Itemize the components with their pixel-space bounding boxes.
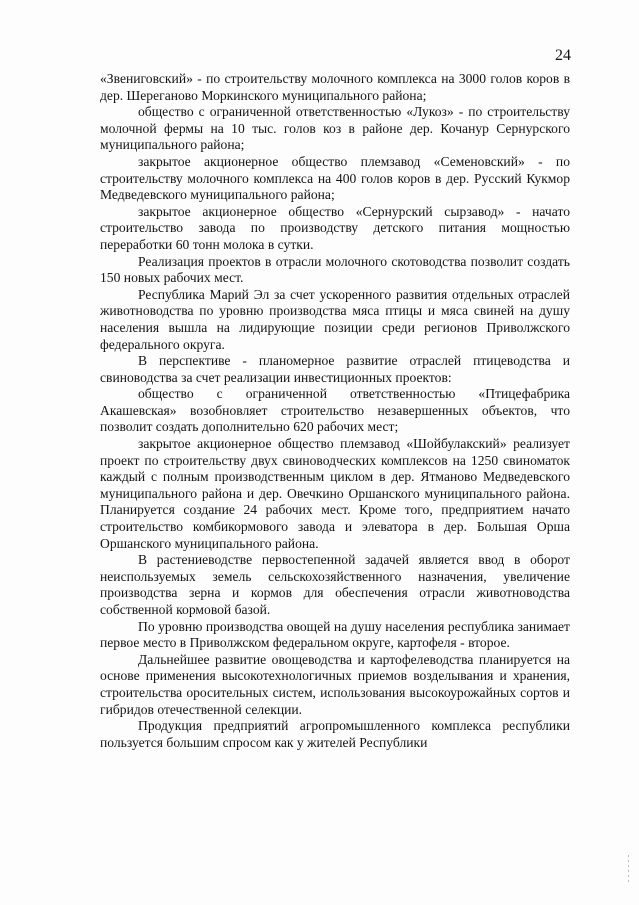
paragraph: общество с ограниченной ответственностью «Птицефабрика Акашевская» возобновляет строительство незавершенных объектов, что позволит создать дополнительно 620 рабочих мест; bbox=[100, 386, 570, 435]
scan-margin-mark bbox=[628, 855, 629, 885]
paragraph: общество с ограниченной ответственностью «Лукоз» - по строительству молочной фермы на 10 тыс. голов коз в районе дер. Кочанур Сернурского муниципального района; bbox=[100, 104, 570, 153]
page-number: 24 bbox=[555, 47, 571, 64]
paragraph: Реализация проектов в отрасли молочного скотоводства позволит создать 150 новых рабочих мест. bbox=[100, 253, 570, 286]
paragraph: По уровню производства овощей на душу населения республика занимает первое место в Приволжском федеральном округе, картофеля - второе. bbox=[100, 618, 570, 651]
body-text bbox=[100, 71, 570, 751]
paragraph: закрытое акционерное общество «Сернурский сырзавод» - начато строительство завода по производству детского питания мощностью переработки 60 тонн молока в сутки. bbox=[100, 203, 570, 252]
paragraph: В перспективе - планомерное развитие отраслей птицеводства и свиноводства за счет реализации инвестиционных проектов: bbox=[100, 353, 570, 385]
paragraph: закрытое акционерное общество племзавод «Семеновский» - по строительству молочного комплекса на 400 голов коров в дер. Русский Кукмор Медведевского муниципального района; bbox=[100, 153, 570, 203]
paragraph: Республика Марий Эл за счет ускоренного развития отдельных отраслей животноводства по уровню производства мяса птицы и мяса свиней на душу населения вышла на лидирующие позиции среди регионов Приволжского федерального округа. bbox=[100, 286, 570, 352]
paragraph: закрытое акционерное общество племзавод «Шойбулакский» реализует проект по строительству двух свиноводческих комплексов на 1250 свиноматок каждый с полным производственным циклом в дер. Ятманово Медведевского муниципального района и дер. Овечкино Оршанского муниципального района. Планируется создание 24 рабочих мест. Кроме того, предприятием начато строительство комбикормового завода и элеватора в дер. Большая Орша Оршанского муниципального района. bbox=[100, 436, 570, 551]
paragraph: «Звениговский» - по строительству молочного комплекса на 3000 голов коров в дер. Шереганово Моркинского муниципального района; bbox=[100, 71, 570, 103]
paragraph: В растениеводстве первостепенной задачей является ввод в оборот неиспользуемых земель сельскохозяйственного назначения, увеличение производства зерна и кормов для обеспечения отрасли животноводства собственной кормовой базой. bbox=[100, 552, 570, 617]
paragraph: Дальнейшее развитие овощеводства и картофелеводства планируется на основе применения высокотехнологичных приемов возделывания и хранения, строительства оросительных систем, использования высокоурожайных сортов и гибридов отечественной селекции. bbox=[100, 651, 570, 717]
paragraph: Продукция предприятий агропромышленного комплекса республики пользуется большим спросом как у жителей Республики bbox=[100, 718, 570, 750]
